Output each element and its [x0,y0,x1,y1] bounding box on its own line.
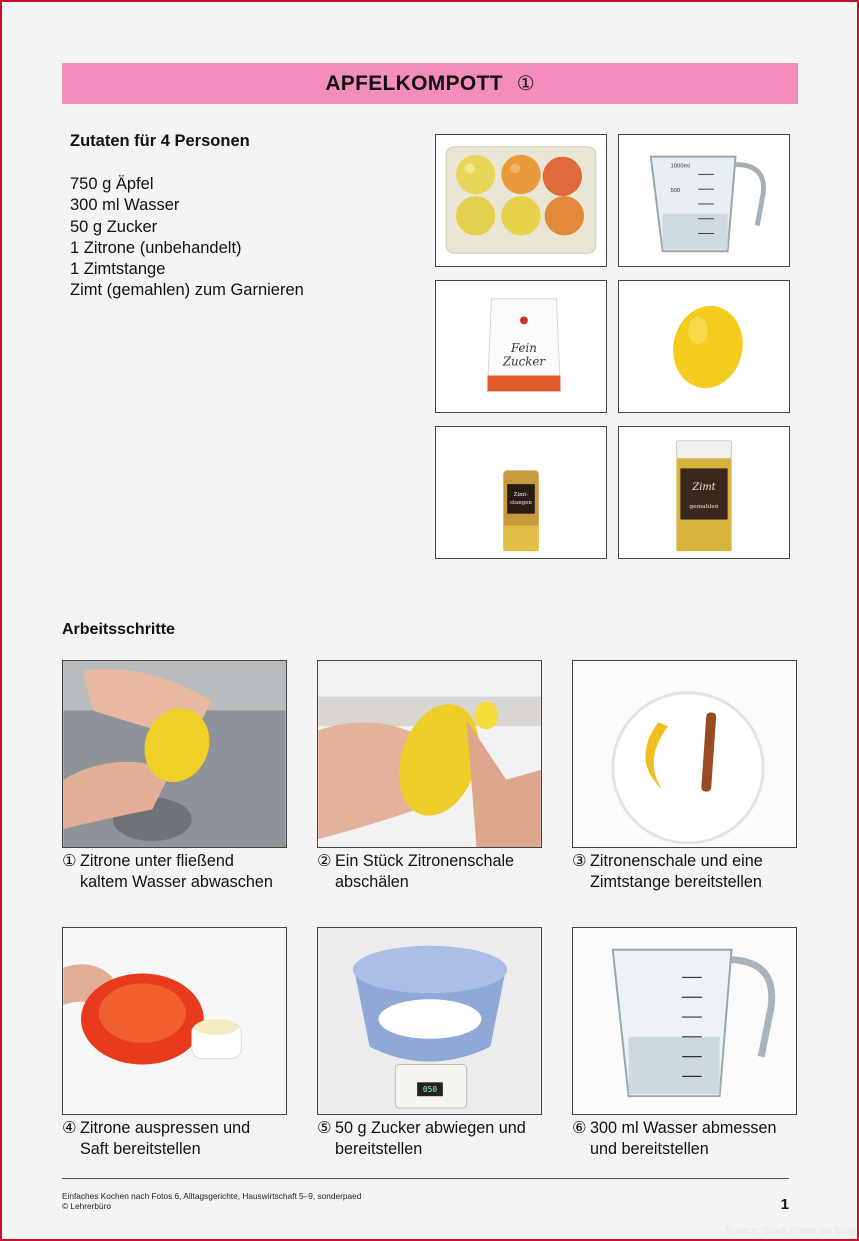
step-text: Zitrone auspressen und [80,1119,251,1137]
sugar-label: Zucker [502,354,546,369]
measuring-cup-mark: 500 [670,188,681,195]
measuring-cup-mark: 1000ml [670,163,690,170]
step-1-photo [62,660,287,848]
step-3-photo [572,660,797,848]
step-5-photo [317,927,542,1115]
step-text: bereitstellen [335,1140,423,1158]
step-number: ⑤ [317,1119,332,1137]
page-title: APFELKOMPOTT [325,71,503,95]
step-caption [317,851,514,893]
page-number: 1 [780,1196,789,1213]
step-text: 50 g Zucker abwiegen und [335,1119,526,1137]
step-number: ② [317,852,332,870]
step-caption [572,1118,777,1160]
step-number: ③ [572,852,587,870]
step-2-photo [317,660,542,848]
step-text: und bereitstellen [590,1140,709,1158]
sugar-label: Fein [511,340,537,355]
measuring-cup-photo [618,134,790,267]
ingredient-item: 1 Zimtstange [70,260,166,279]
footer-source: Einfaches Kochen nach Fotos 6, Alltagsgerichte, Hauswirtschaft 5–9, sonderpaed [62,1191,362,1201]
footer-copyright: © Lehrerbüro [62,1201,112,1211]
step-text: Zimtstange bereitstellen [590,873,762,891]
ground-cinnamon-photo [618,426,790,559]
sugar-bag-photo [435,280,607,413]
step-6-photo [572,927,797,1115]
step-caption [317,1118,526,1160]
step-caption [62,851,273,893]
ingredients-list [70,174,304,302]
ingredients-heading: Zutaten für 4 Personen [70,132,250,150]
step-text: abschälen [335,873,409,891]
steps-heading: Arbeitsschritte [62,621,175,638]
ingredient-item: 300 ml Wasser [70,196,180,215]
ingredient-item: 750 g Äpfel [70,175,154,193]
ground-cinnamon-label: gemahlen [689,503,719,510]
step-text: Ein Stück Zitronenschale [335,852,515,870]
ingredient-item: 50 g Zucker [70,217,158,236]
step-text: kaltem Wasser abwaschen [80,873,273,891]
step-text: Zitronenschale und eine [590,852,763,870]
step-caption [62,1118,250,1160]
step-text: Saft bereitstellen [80,1140,201,1158]
title-banner [62,63,798,104]
watermark: Source: Stock Photo via Bing [725,1226,855,1237]
step-text: Zitrone unter fließend [80,852,234,870]
step-number: ④ [62,1119,77,1137]
apples-photo [435,134,607,267]
page-title-number: ① [516,73,535,95]
step-text: 300 ml Wasser abmessen [590,1119,777,1137]
lemon-photo [618,280,790,413]
ground-cinnamon-label: Zimt [692,482,716,494]
step-number: ① [62,852,77,870]
cinnamon-sticks-label: Zimt- [513,491,529,498]
step-caption [572,851,763,893]
cinnamon-sticks-photo [435,426,607,559]
ingredient-item: Zimt (gemahlen) zum Garnieren [70,281,304,300]
ingredient-item: 1 Zitrone (unbehandelt) [70,238,242,257]
footer-divider [62,1178,789,1179]
step-number: ⑥ [572,1119,587,1137]
step-4-photo [62,927,287,1115]
scale-display: 050 [422,1085,438,1095]
footer-credits [62,1191,361,1211]
cinnamon-sticks-label: stangen [510,499,532,506]
